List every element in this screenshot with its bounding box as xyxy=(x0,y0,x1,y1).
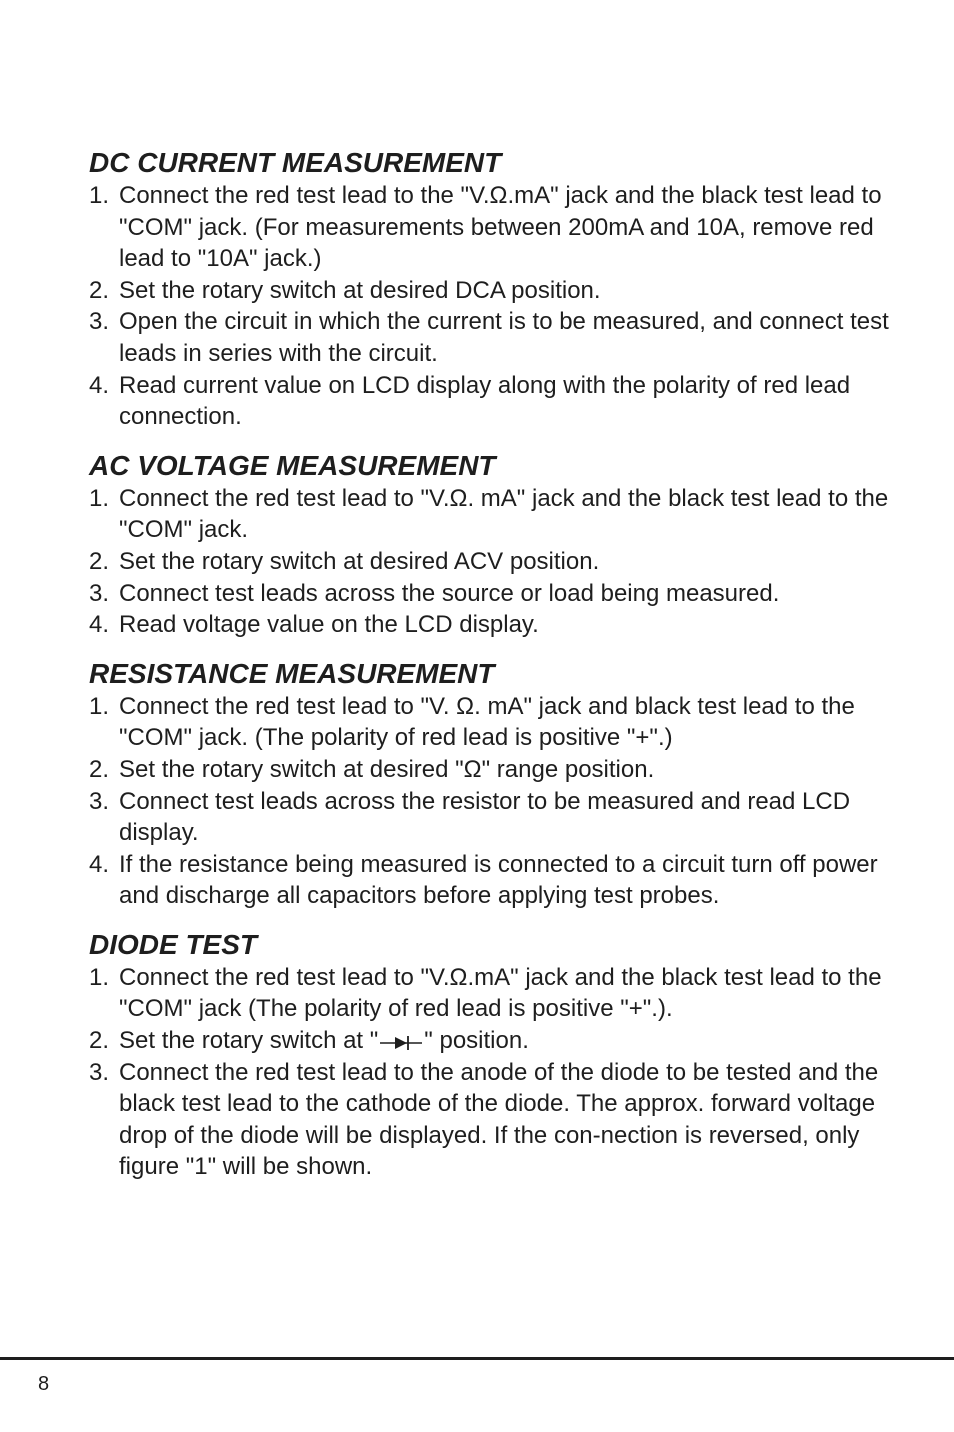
list-item-number: 4. xyxy=(89,850,110,878)
list-item xyxy=(89,1057,889,1183)
list-item-text: Set the rotary switch at desired "Ω" range position. xyxy=(119,755,655,783)
footer-divider xyxy=(0,1357,954,1360)
list-item-text: Connect test leads across the resistor to be measured and read LCD display. xyxy=(119,787,851,847)
list-item-text-after: " position. xyxy=(424,1027,529,1055)
list-item-text: Read voltage value on the LCD display. xyxy=(119,611,539,639)
page-number: 8 xyxy=(38,1373,50,1395)
list-item-text-before: Set the rotary switch at " xyxy=(119,1027,379,1055)
section-title-dc-current: DC CURRENT MEASUREMENT xyxy=(89,147,502,178)
list-item xyxy=(89,754,889,786)
list-item-text: If the resistance being measured is connected to a circuit turn off power and discharge all capacitors before applying test probes. xyxy=(119,850,878,910)
list-item-number: 4. xyxy=(89,371,110,399)
list-item xyxy=(89,691,889,754)
steps-list-resistance xyxy=(89,691,889,912)
list-item-number: 3. xyxy=(89,1058,110,1086)
section-ac-voltage xyxy=(89,449,889,641)
list-item xyxy=(89,546,889,578)
list-item-text: Connect the red test lead to "V. Ω. mA" jack and black test lead to the "COM" jack. (The polarity of red lead is positive "+".) xyxy=(119,692,855,752)
list-item xyxy=(89,609,889,641)
diode-symbol-icon xyxy=(380,1034,422,1052)
list-item xyxy=(89,275,889,307)
list-item-text: Open the circuit in which the current is to be measured, and connect test leads in series with the circuit. xyxy=(119,308,889,367)
section-resistance xyxy=(89,657,889,912)
list-item-number: 3. xyxy=(89,579,110,607)
list-item-text: Read current value on LCD display along with the polarity of red lead connection. xyxy=(119,371,851,431)
list-item xyxy=(89,849,889,912)
steps-list-dc-current xyxy=(89,180,889,433)
manual-page-content xyxy=(89,146,889,1183)
list-item-text: Connect test leads across the source or load being measured. xyxy=(119,579,780,607)
list-item xyxy=(89,578,889,610)
list-item-text: Connect the red test lead to "V.Ω. mA" jack and the black test lead to the "COM" jack. xyxy=(119,484,889,544)
list-item-number: 1. xyxy=(89,692,110,720)
list-item-number: 1. xyxy=(89,484,110,512)
section-dc-current xyxy=(89,146,889,433)
list-item-text: Connect the red test lead to "V.Ω.mA" jack and the black test lead to the "COM" jack (The polarity of red lead is positive "+".). xyxy=(119,963,882,1023)
list-item-text: Connect the red test lead to the anode of the diode to be tested and the black test lead to the cathode of the diode. The approx. forward voltage drop of the diode will be displayed. If the con-nection is reversed, only figure "1" will be shown. xyxy=(119,1058,879,1181)
list-item xyxy=(89,1025,889,1057)
list-item xyxy=(89,962,889,1025)
list-item xyxy=(89,180,889,275)
section-diode-test xyxy=(89,928,889,1183)
list-item-number: 3. xyxy=(89,308,110,336)
list-item-number: 2. xyxy=(89,547,110,575)
list-item-text xyxy=(119,1025,889,1057)
list-item-number: 4. xyxy=(89,611,110,639)
section-title-resistance: RESISTANCE MEASUREMENT xyxy=(89,657,495,689)
section-title-diode-test: DIODE TEST xyxy=(89,928,258,960)
steps-list-ac-voltage xyxy=(89,483,889,641)
list-item xyxy=(89,483,889,546)
list-item-text: Connect the red test lead to the "V.Ω.mA" jack and the black test lead to "COM" jack. (For measurements between 200mA and 10A, remove red lead to "10A" jack.) xyxy=(119,182,882,273)
list-item-number: 2. xyxy=(89,276,110,304)
list-item-number: 2. xyxy=(89,1027,110,1055)
list-item-number: 1. xyxy=(89,182,110,209)
list-item-text: Set the rotary switch at desired DCA position. xyxy=(119,276,601,304)
list-item-number: 2. xyxy=(89,755,110,783)
list-item xyxy=(89,306,889,369)
section-title-ac-voltage: AC VOLTAGE MEASUREMENT xyxy=(89,449,496,481)
list-item-text: Set the rotary switch at desired ACV position. xyxy=(119,547,600,575)
list-item xyxy=(89,370,889,433)
steps-list-diode-test xyxy=(89,962,889,1183)
list-item-number: 1. xyxy=(89,963,110,991)
list-item xyxy=(89,786,889,849)
list-item-number: 3. xyxy=(89,787,110,815)
